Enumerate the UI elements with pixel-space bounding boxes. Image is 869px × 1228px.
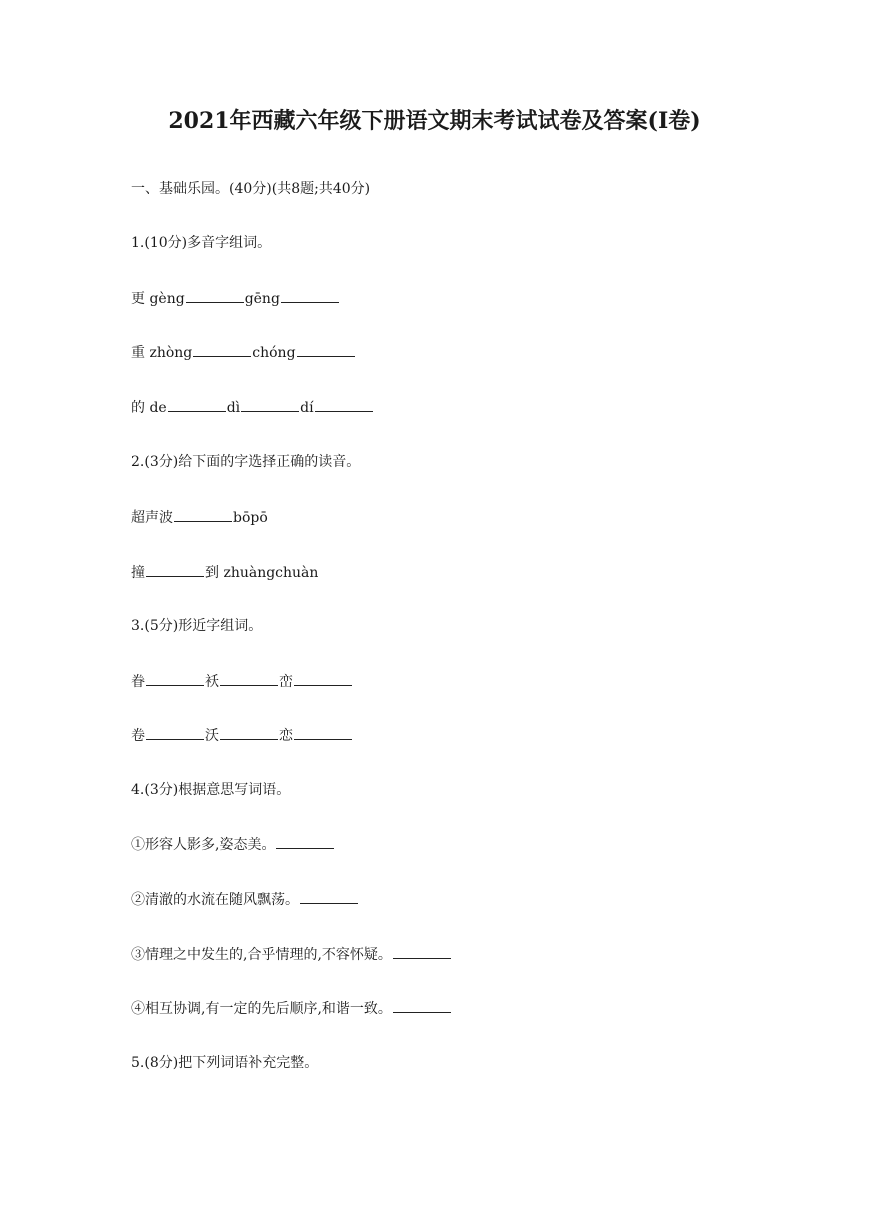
char-label: 沃 (205, 728, 219, 744)
page-title: 2021年西藏六年级下册语文期末考试试卷及答案(Ⅰ卷) (168, 108, 701, 134)
char-label: 卷 (131, 728, 145, 744)
question-2-row-2 (131, 562, 318, 583)
answer-blank[interactable] (220, 725, 278, 740)
question-3-row-2 (131, 725, 353, 746)
answer-blank[interactable] (146, 671, 204, 686)
item-text: ①形容人影多,姿态美。 (131, 837, 276, 853)
pinyin-options: 到 zhuàngchuàn (205, 565, 319, 581)
char-label: 袄 (205, 674, 219, 690)
answer-blank[interactable] (276, 834, 334, 849)
pinyin-label: zhòng (149, 345, 193, 361)
char-label: 重 (131, 345, 145, 361)
word-label: 撞 (131, 565, 145, 581)
answer-blank[interactable] (241, 397, 299, 412)
answer-blank[interactable] (146, 725, 204, 740)
item-text: ③情理之中发生的,合乎情理的,不容怀疑。 (131, 947, 392, 963)
answer-blank[interactable] (174, 507, 232, 522)
char-label: 眷 (131, 674, 145, 690)
question-3-row-1 (131, 671, 353, 692)
answer-blank[interactable] (168, 397, 226, 412)
answer-blank[interactable] (281, 288, 339, 303)
question-5-stem: 5.(8分)把下列词语补充完整。 (131, 1055, 319, 1071)
question-1-row-3 (131, 397, 374, 418)
answer-blank[interactable] (193, 342, 251, 357)
answer-blank[interactable] (186, 288, 244, 303)
answer-blank[interactable] (315, 397, 373, 412)
pinyin-label: dí (300, 400, 314, 416)
word-label: 超声波 (131, 510, 173, 526)
pinyin-label: dì (226, 400, 241, 416)
answer-blank[interactable] (393, 998, 451, 1013)
answer-blank[interactable] (300, 889, 358, 904)
answer-blank[interactable] (146, 562, 204, 577)
answer-blank[interactable] (220, 671, 278, 686)
pinyin-label: gēng (244, 291, 280, 307)
char-label: 峦 (279, 674, 293, 690)
item-text: ②清澈的水流在随风飘荡。 (131, 892, 299, 908)
pinyin-options: bōpō (233, 510, 268, 526)
question-4-item-4 (131, 998, 452, 1019)
question-4-item-2 (131, 889, 359, 910)
char-label: 更 (131, 291, 145, 307)
question-1-stem: 1.(10分)多音字组词。 (131, 235, 272, 251)
question-2-stem: 2.(3分)给下面的字选择正确的读音。 (131, 454, 361, 470)
answer-blank[interactable] (297, 342, 355, 357)
question-1-row-1 (131, 288, 340, 309)
pinyin-label: chóng (252, 345, 296, 361)
question-4-item-3 (131, 944, 452, 965)
pinyin-label: de (149, 400, 167, 416)
char-label: 的 (131, 400, 145, 416)
answer-blank[interactable] (294, 671, 352, 686)
question-2-row-1 (131, 507, 268, 528)
question-4-stem: 4.(3分)根据意思写词语。 (131, 782, 291, 798)
section-heading: 一、基础乐园。(40分)(共8题;共40分) (131, 181, 371, 197)
answer-blank[interactable] (294, 725, 352, 740)
pinyin-label: gèng (149, 291, 185, 307)
char-label: 恋 (279, 728, 293, 744)
question-4-item-1 (131, 834, 335, 855)
answer-blank[interactable] (393, 944, 451, 959)
item-text: ④相互协调,有一定的先后顺序,和谐一致。 (131, 1001, 392, 1017)
question-1-row-2 (131, 342, 356, 363)
question-3-stem: 3.(5分)形近字组词。 (131, 618, 263, 634)
